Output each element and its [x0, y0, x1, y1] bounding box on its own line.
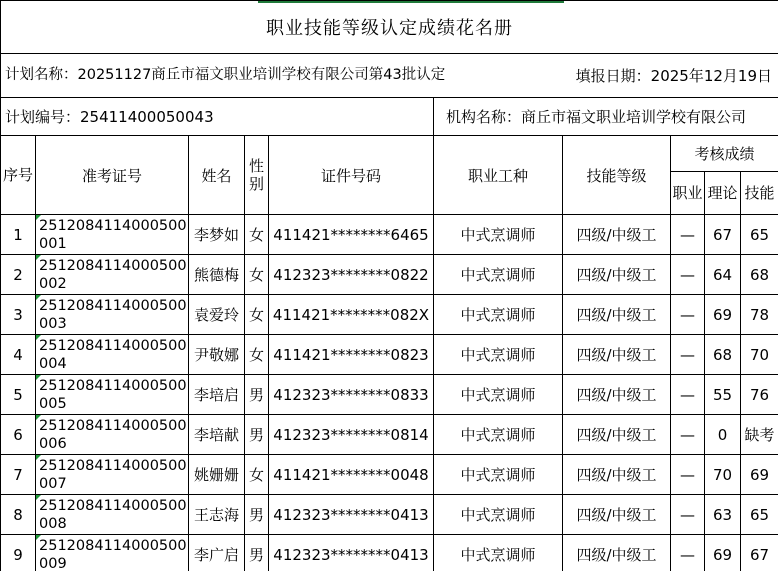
header-scores: 考核成绩 [671, 136, 778, 172]
cell-level[interactable]: 四级/中级工 [563, 495, 671, 535]
cell-gender[interactable]: 女 [245, 455, 269, 495]
plan-name: 计划名称：20251127商丘市福文职业培训学校有限公司第43批认定 [1, 54, 563, 98]
cell-theory-score[interactable]: 63 [705, 495, 741, 535]
plan-number: 计划编号：25411400050043 [1, 98, 434, 136]
cell-level[interactable]: 四级/中级工 [563, 455, 671, 495]
cell-exam-no[interactable]: 2512084114000500006 [36, 415, 189, 455]
roster-rows [1, 215, 778, 571]
cell-name[interactable]: 尹敬娜 [189, 335, 245, 375]
cell-id-no[interactable]: 411421********6465 [269, 215, 434, 255]
cell-theory-score[interactable]: 70 [705, 455, 741, 495]
cell-skill-score[interactable]: 68 [741, 255, 778, 295]
cell-gender[interactable]: 男 [245, 495, 269, 535]
cell-theory-score[interactable]: 67 [705, 215, 741, 255]
cell-id-no[interactable]: 411421********082X [269, 295, 434, 335]
cell-seq[interactable]: 8 [1, 495, 36, 535]
cell-skill-score[interactable]: 78 [741, 295, 778, 335]
cell-gender[interactable]: 男 [245, 375, 269, 415]
cell-skill-score[interactable]: 76 [741, 375, 778, 415]
cell-skill-score[interactable]: 70 [741, 335, 778, 375]
cell-seq[interactable]: 5 [1, 375, 36, 415]
cell-job[interactable]: 中式烹调师 [434, 215, 563, 255]
cell-prof-score[interactable]: — [671, 495, 705, 535]
cell-prof-score[interactable]: — [671, 255, 705, 295]
cell-theory-score[interactable]: 64 [705, 255, 741, 295]
cell-seq[interactable]: 1 [1, 215, 36, 255]
cell-level[interactable]: 四级/中级工 [563, 255, 671, 295]
cell-prof-score[interactable]: — [671, 375, 705, 415]
cell-seq[interactable]: 9 [1, 535, 36, 571]
cell-job[interactable]: 中式烹调师 [434, 255, 563, 295]
cell-gender[interactable]: 女 [245, 335, 269, 375]
cell-gender[interactable]: 女 [245, 295, 269, 335]
cell-prof-score[interactable]: — [671, 335, 705, 375]
cell-theory-score[interactable]: 69 [705, 535, 741, 571]
cell-prof-score[interactable]: — [671, 215, 705, 255]
cell-name[interactable]: 熊德梅 [189, 255, 245, 295]
cell-name[interactable]: 王志海 [189, 495, 245, 535]
cell-gender[interactable]: 男 [245, 415, 269, 455]
cell-name[interactable]: 李梦如 [189, 215, 245, 255]
cell-id-no[interactable]: 411421********0823 [269, 335, 434, 375]
cell-name[interactable]: 袁爱玲 [189, 295, 245, 335]
table-row[interactable] [1, 255, 778, 295]
header-id-no: 证件号码 [269, 136, 434, 215]
cell-skill-score[interactable]: 69 [741, 455, 778, 495]
cell-theory-score[interactable]: 69 [705, 295, 741, 335]
cell-exam-no[interactable]: 2512084114000500004 [36, 335, 189, 375]
cell-job[interactable]: 中式烹调师 [434, 415, 563, 455]
cell-job[interactable]: 中式烹调师 [434, 295, 563, 335]
cell-gender[interactable]: 女 [245, 255, 269, 295]
page-title: 职业技能等级认定成绩花名册 [1, 1, 778, 54]
cell-exam-no[interactable]: 2512084114000500005 [36, 375, 189, 415]
cell-level[interactable]: 四级/中级工 [563, 375, 671, 415]
header-level: 技能等级 [563, 136, 671, 215]
cell-id-no[interactable]: 412323********0822 [269, 255, 434, 295]
cell-name[interactable]: 李培启 [189, 375, 245, 415]
cell-theory-score[interactable]: 55 [705, 375, 741, 415]
cell-seq[interactable]: 6 [1, 415, 36, 455]
cell-id-no[interactable]: 412323********0413 [269, 535, 434, 571]
cell-prof-score[interactable]: — [671, 415, 705, 455]
cell-job[interactable]: 中式烹调师 [434, 495, 563, 535]
cell-skill-score[interactable]: 65 [741, 215, 778, 255]
cell-exam-no[interactable]: 2512084114000500008 [36, 495, 189, 535]
cell-name[interactable]: 姚姗姗 [189, 455, 245, 495]
cell-prof-score[interactable]: — [671, 535, 705, 571]
table-row[interactable] [1, 375, 778, 415]
cell-gender[interactable]: 女 [245, 215, 269, 255]
cell-id-no[interactable]: 412323********0413 [269, 495, 434, 535]
table-row[interactable] [1, 415, 778, 455]
cell-exam-no[interactable]: 2512084114000500007 [36, 455, 189, 495]
cell-skill-score[interactable]: 67 [741, 535, 778, 571]
cell-level[interactable]: 四级/中级工 [563, 415, 671, 455]
org-name: 机构名称：商丘市福文职业培训学校有限公司 [434, 98, 778, 136]
cell-seq[interactable]: 2 [1, 255, 36, 295]
cell-exam-no[interactable]: 2512084114000500002 [36, 255, 189, 295]
cell-exam-no[interactable]: 2512084114000500003 [36, 295, 189, 335]
cell-level[interactable]: 四级/中级工 [563, 335, 671, 375]
cell-name[interactable]: 李培献 [189, 415, 245, 455]
cell-seq[interactable]: 4 [1, 335, 36, 375]
cell-prof-score[interactable]: — [671, 455, 705, 495]
cell-level[interactable]: 四级/中级工 [563, 295, 671, 335]
cell-job[interactable]: 中式烹调师 [434, 375, 563, 415]
table-row[interactable] [1, 455, 778, 495]
cell-prof-score[interactable]: — [671, 295, 705, 335]
cell-seq[interactable]: 3 [1, 295, 36, 335]
header-skill: 技能 [741, 172, 778, 215]
cell-level[interactable]: 四级/中级工 [563, 535, 671, 571]
table-row[interactable] [1, 215, 778, 255]
table-row[interactable] [1, 335, 778, 375]
header-theory: 理论 [705, 172, 741, 215]
header-job: 职业工种 [434, 136, 563, 215]
cell-id-no[interactable]: 412323********0814 [269, 415, 434, 455]
header-gender: 性别 [245, 136, 269, 215]
cell-skill-score[interactable]: 缺考 [741, 415, 778, 455]
cell-gender[interactable]: 男 [245, 535, 269, 571]
cell-id-no[interactable]: 412323********0833 [269, 375, 434, 415]
table-row[interactable] [1, 295, 778, 335]
cell-exam-no[interactable]: 2512084114000500001 [36, 215, 189, 255]
cell-job[interactable]: 中式烹调师 [434, 455, 563, 495]
cell-skill-score[interactable]: 65 [741, 495, 778, 535]
cell-job[interactable]: 中式烹调师 [434, 535, 563, 571]
header-prof: 职业 [671, 172, 705, 215]
header-exam-no: 准考证号 [36, 136, 189, 215]
cell-id-no[interactable]: 411421********0048 [269, 455, 434, 495]
header-seq: 序号 [1, 136, 36, 215]
cell-job[interactable]: 中式烹调师 [434, 335, 563, 375]
cell-name[interactable]: 李广启 [189, 535, 245, 571]
cell-theory-score[interactable]: 68 [705, 335, 741, 375]
fill-date: 填报日期：2025年12月19日 [563, 54, 778, 98]
cell-seq[interactable]: 7 [1, 455, 36, 495]
header-name: 姓名 [189, 136, 245, 215]
cell-theory-score[interactable]: 0 [705, 415, 741, 455]
table-row[interactable] [1, 535, 778, 571]
cell-exam-no[interactable]: 2512084114000500009 [36, 535, 189, 571]
cell-level[interactable]: 四级/中级工 [563, 215, 671, 255]
table-row[interactable] [1, 495, 778, 535]
